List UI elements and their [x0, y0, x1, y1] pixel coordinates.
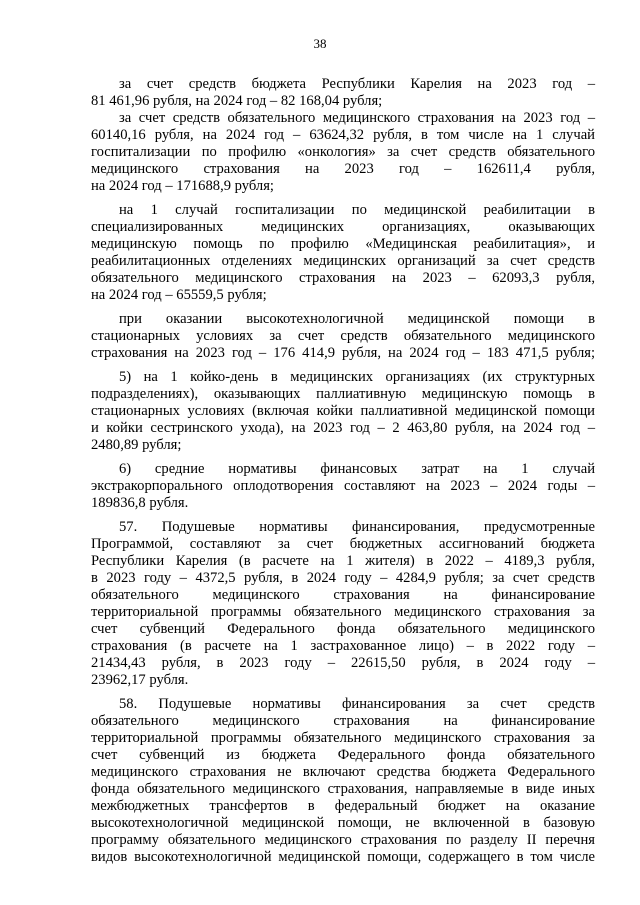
text-line: территориальной программы обязательного медицинского страхования за: [91, 604, 595, 620]
text-line: госпитализации по профилю «онкология» за счет средств обязательного: [91, 144, 595, 160]
text-line: медицинского страхования не включают средства бюджета Федерального: [91, 764, 595, 780]
text-line: на 1 случай госпитализации по медицинской реабилитации в: [119, 202, 595, 218]
text-line: специализированных медицинских организациях, оказывающих: [91, 219, 595, 235]
text-line: реабилитационных отделениях медицинских организаций за счет средств: [91, 253, 595, 269]
text-line: Республики Карелия (в расчете на 1 жителя) в 2022 – 4189,3 рубля,: [91, 553, 595, 569]
text-line: 23962,17 рубля.: [91, 672, 189, 688]
text-line: медицинскую помощь по профилю «Медицинская реабилитация», и: [91, 236, 595, 252]
text-line: стационарных условиях за счет средств обязательного медицинского: [91, 328, 595, 344]
text-line: 2480,89 рубля;: [91, 437, 182, 453]
text-line: за счет средств обязательного медицинского страхования на 2023 год –: [119, 110, 595, 126]
text-line: обязательного медицинского страхования на финансирование: [91, 713, 595, 729]
text-line: 21434,43 рубля, в 2023 году – 22615,50 рубля, в 2024 году –: [91, 655, 595, 671]
text-line: экстракорпорального оплодотворения составляют на 2023 – 2024 годы –: [91, 478, 595, 494]
text-line: счет субвенций Федерального фонда обязательного медицинского: [91, 621, 595, 637]
page-number: 38: [313, 36, 327, 51]
text-line: медицинского страхования на 2023 год – 162611,4 рубля,: [91, 161, 595, 177]
text-line: 60140,16 рубля, на 2024 год – 63624,32 рубля, в том числе на 1 случай: [91, 127, 595, 143]
text-line: видов высокотехнологичной медицинской помощи, содержащего в том числе: [91, 849, 595, 865]
text-line: за счет средств бюджета Республики Карелия на 2023 год –: [119, 76, 595, 92]
text-line: межбюджетных трансфертов в федеральный бюджет на оказание: [91, 798, 595, 814]
text-line: обязательного медицинского страхования на 2023 – 62093,3 рубля,: [91, 270, 595, 286]
text-line: 57. Подушевые нормативы финансирования, предусмотренные: [119, 519, 595, 535]
text-line: на 2024 год – 171688,9 рубля;: [91, 178, 274, 194]
text-line: программу обязательного медицинского страхования по разделу II перечня: [91, 832, 595, 848]
text-line: 6) средние нормативы финансовых затрат на 1 случай: [119, 461, 595, 477]
text-line: обязательного медицинского страхования на финансирование: [91, 587, 595, 603]
text-line: страхования на 2023 год – 176 414,9 рубля, на 2024 год – 183 471,5 рубля;: [91, 345, 595, 361]
text-line: 81 461,96 рубля, на 2024 год – 82 168,04 рубля;: [91, 93, 383, 109]
text-line: 189836,8 рубля.: [91, 495, 189, 511]
text-line: высокотехнологичной медицинской помощи, не включенной в базовую: [91, 815, 595, 831]
text-line: страхования (в расчете на 1 застрахованное лицо) – в 2022 году –: [91, 638, 595, 654]
text-line: в 2023 году – 4372,5 рубля, в 2024 году – 4284,9 рубля; за счет средств: [91, 570, 595, 586]
text-line: 58. Подушевые нормативы финансирования за счет средств: [119, 696, 595, 712]
text-line: фонда обязательного медицинского страхования, направляемые в виде иных: [91, 781, 595, 797]
text-line: подразделениях), оказывающих паллиативную медицинскую помощь в: [91, 386, 595, 402]
text-line: Программой, составляют за счет бюджетных ассигнований бюджета: [91, 536, 595, 552]
text-line: на 2024 год – 65559,5 рубля;: [91, 287, 267, 303]
text-line: стационарных условиях (включая койки паллиативной медицинской помощи: [91, 403, 595, 419]
text-line: и койки сестринского ухода), на 2023 год – 2 463,80 рубля, на 2024 год –: [91, 420, 595, 436]
text-line: 5) на 1 койко-день в медицинских организациях (их структурных: [119, 369, 595, 385]
text-line: территориальной программы обязательного медицинского страхования за: [91, 730, 595, 746]
text-line: при оказании высокотехнологичной медицинской помощи в: [119, 311, 595, 327]
text-line: счет субвенций из бюджета Федерального фонда обязательного: [91, 747, 595, 763]
